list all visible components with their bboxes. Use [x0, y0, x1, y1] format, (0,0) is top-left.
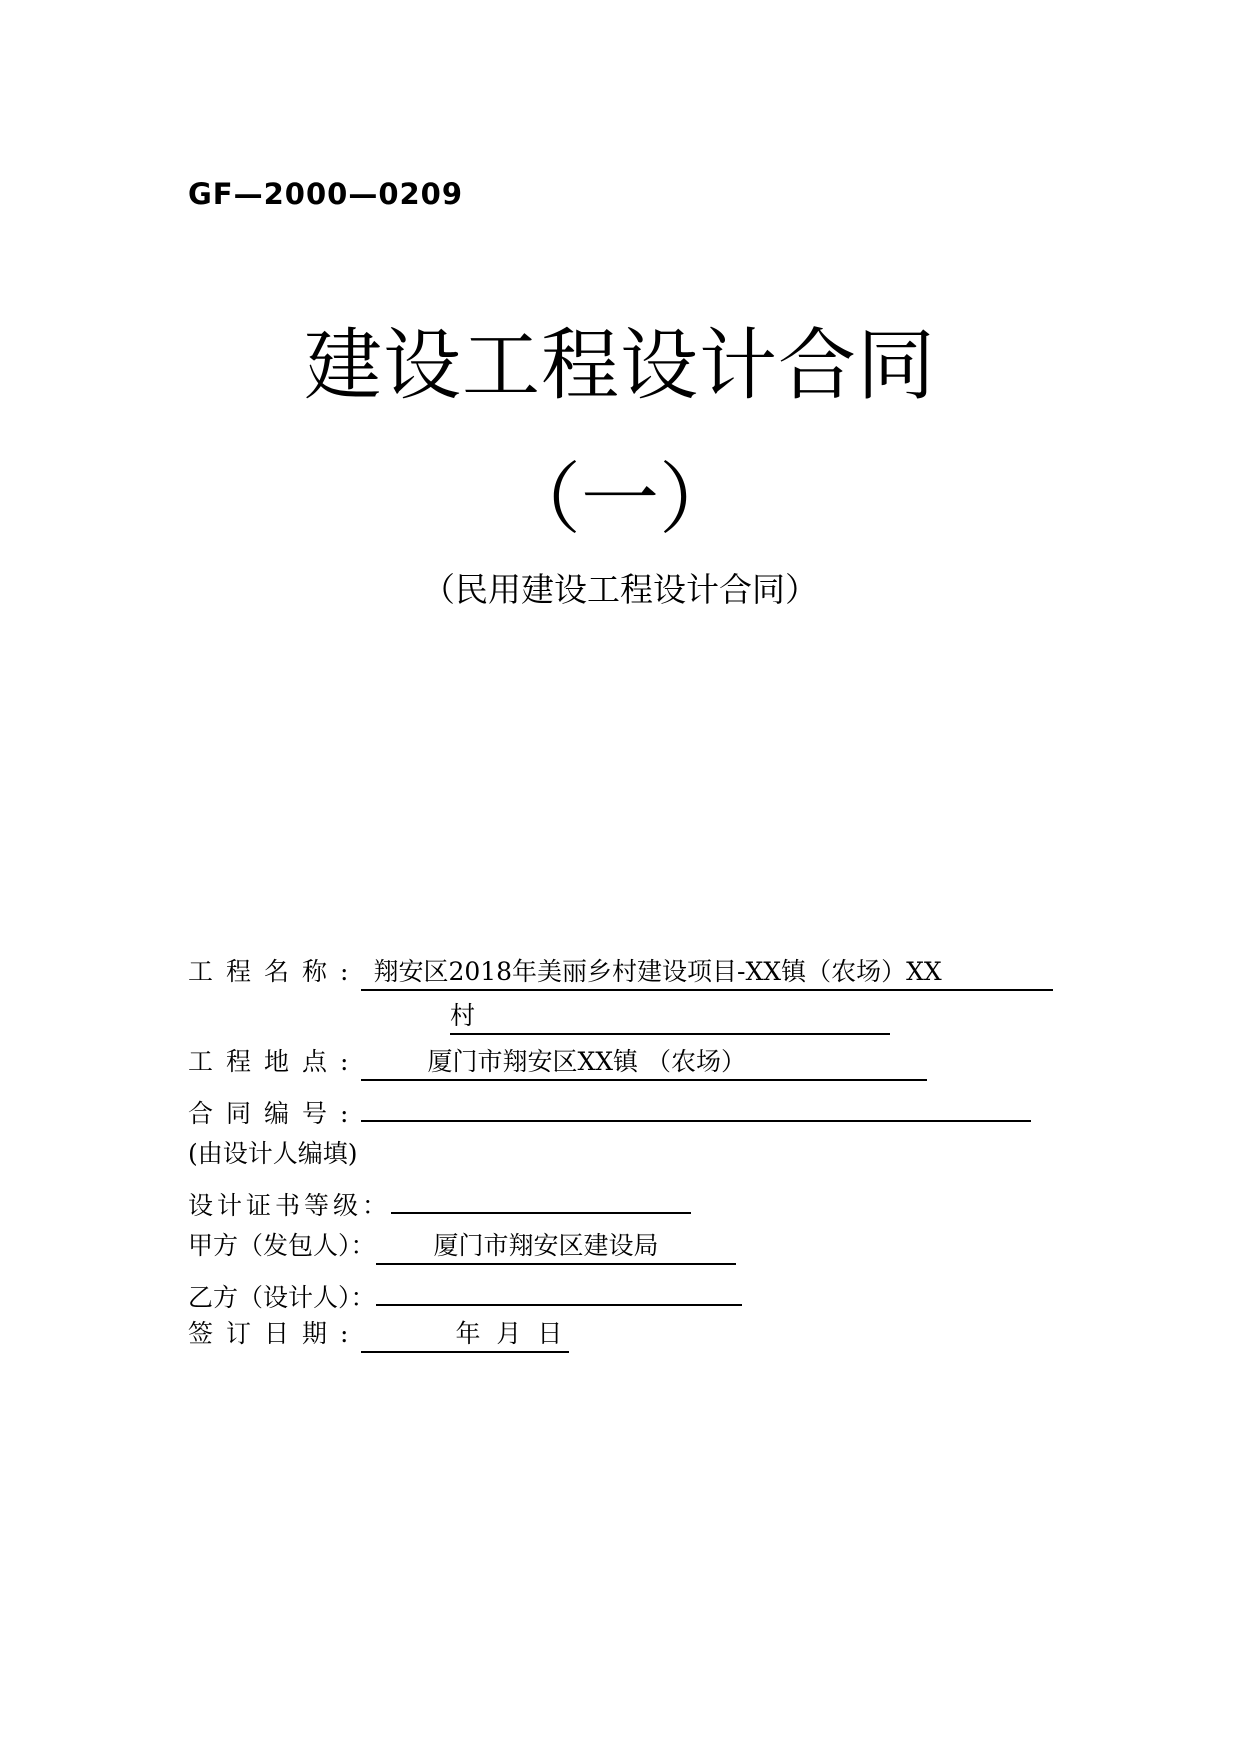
sign-date-value: 年 月 日 [361, 1317, 569, 1353]
contract-title: 建设工程设计合同 [303, 321, 936, 411]
project-location-row [188, 1040, 927, 1084]
contract-number-row [188, 1086, 1031, 1130]
contract-number-note-row [188, 1132, 358, 1176]
document-code: GF—2000—0209 [188, 177, 464, 211]
contract-number-title: （一） [502, 455, 737, 545]
party-a-label: 甲方（发包人）： [188, 1231, 376, 1260]
sign-date-row [188, 1312, 569, 1356]
project-name-value-cont: 村 [450, 999, 890, 1035]
project-name-row-cont [450, 994, 890, 1038]
project-location-label: 工程地点: [188, 1047, 362, 1076]
sign-date-label: 签订日期: [188, 1319, 362, 1348]
contract-number-value [361, 1086, 1031, 1122]
contract-number-note: (由设计人编填) [188, 1139, 358, 1168]
contract-number-label: 合同编号: [188, 1099, 362, 1128]
project-name-label: 工程名称: [188, 957, 362, 986]
party-a-row [188, 1224, 736, 1268]
party-b-value [376, 1270, 742, 1306]
party-b-label: 乙方（设计人）： [188, 1283, 376, 1312]
certificate-grade-value [391, 1178, 691, 1214]
party-a-value: 厦门市翔安区建设局 [376, 1229, 736, 1265]
certificate-grade-row [188, 1178, 691, 1222]
party-b-row [188, 1270, 742, 1314]
project-location-value: 厦门市翔安区XX镇 （农场） [361, 1045, 927, 1081]
certificate-grade-label: 设计证书等级： [188, 1191, 392, 1220]
project-name-value: 翔安区2018年美丽乡村建设项目-XX镇（农场）XX [361, 955, 1053, 991]
contract-subtitle: （民用建设工程设计合同） [422, 570, 818, 609]
project-name-row [188, 950, 1053, 994]
